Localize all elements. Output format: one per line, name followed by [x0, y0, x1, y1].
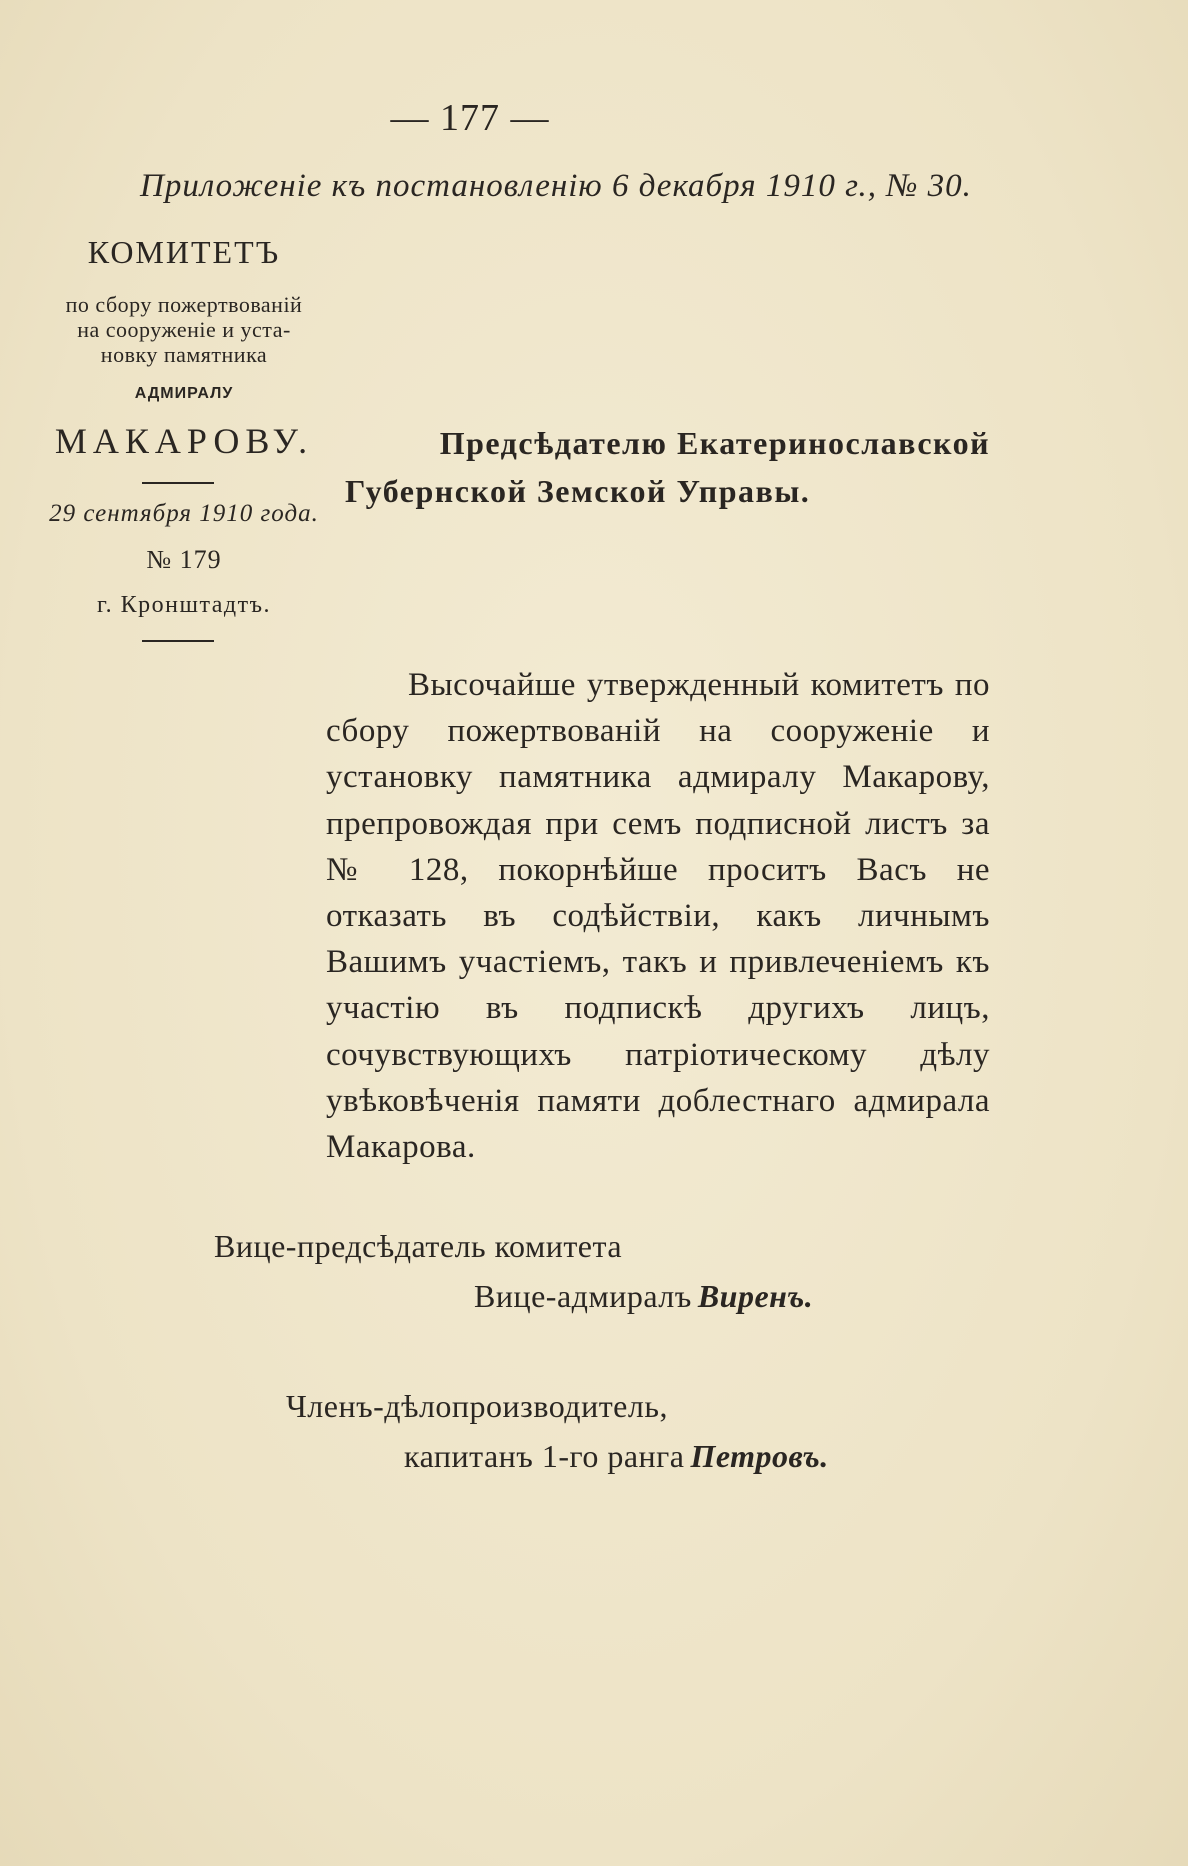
addressee-line-2: Губернской Земской Управы. — [345, 473, 811, 509]
letterhead-number: № 179 — [146, 545, 222, 574]
secretary-name: Петровъ. — [690, 1438, 829, 1474]
page-number: — 177 — — [390, 97, 550, 139]
secretary-signature — [404, 1438, 829, 1475]
secretary-title: Членъ-дѣлопроизводитель, — [286, 1388, 668, 1424]
letterhead-date: 29 сентября 1910 года. — [49, 500, 319, 527]
vice-chair-signature — [474, 1278, 813, 1315]
vice-chair-name: Виренъ. — [697, 1278, 814, 1314]
secretary-rank: капитанъ 1-го ранга — [404, 1438, 685, 1474]
letterhead-rule-bottom — [142, 640, 214, 642]
letterhead-rule-top — [142, 482, 214, 484]
vice-chair-rank: Вице-адмиралъ — [474, 1278, 692, 1314]
letterhead-city: г. Кронштадтъ. — [96, 592, 271, 618]
letterhead-admiral: АДМИРАЛУ — [134, 385, 234, 402]
letter-body — [326, 662, 990, 1170]
vice-chair-title: Вице-предсѣдатель комитета — [214, 1228, 623, 1264]
letter-body-text: Высочайше утвержденный комитетъ по сбору пожертвованiй на сооруженiе и установку памятника адмиралу Макарову, препровождая при семъ подписной листъ за № 128, покорнѣйше проситъ Васъ не отказать въ содѣйствiи, какъ личнымъ Вашимъ участiемъ, такъ и привлеченiемъ къ участiю въ подпискѣ другихъ лицъ, сочувствующихъ патрiотическому дѣлу увѣковѣченiя памяти доблестнаго адмирала Макарова. — [326, 667, 990, 1166]
letterhead-purpose-line-3: новку памятника — [100, 342, 268, 367]
letterhead-purpose-line-1: по сбору пожертвованiй — [65, 292, 303, 317]
addressee-line-1: Предсѣдателю Екатеринославской — [439, 425, 990, 461]
letterhead-purpose-line-2: на сооруженiе и уста- — [77, 317, 291, 342]
letterhead-committee-purpose — [30, 292, 338, 367]
letterhead-name: МАКАРОВУ. — [54, 421, 314, 461]
appendix-reference: Приложенiе къ постановленiю 6 декабря 1910 г., № 30. — [140, 168, 972, 204]
letterhead-committee: КОМИТЕТЪ — [87, 234, 281, 270]
